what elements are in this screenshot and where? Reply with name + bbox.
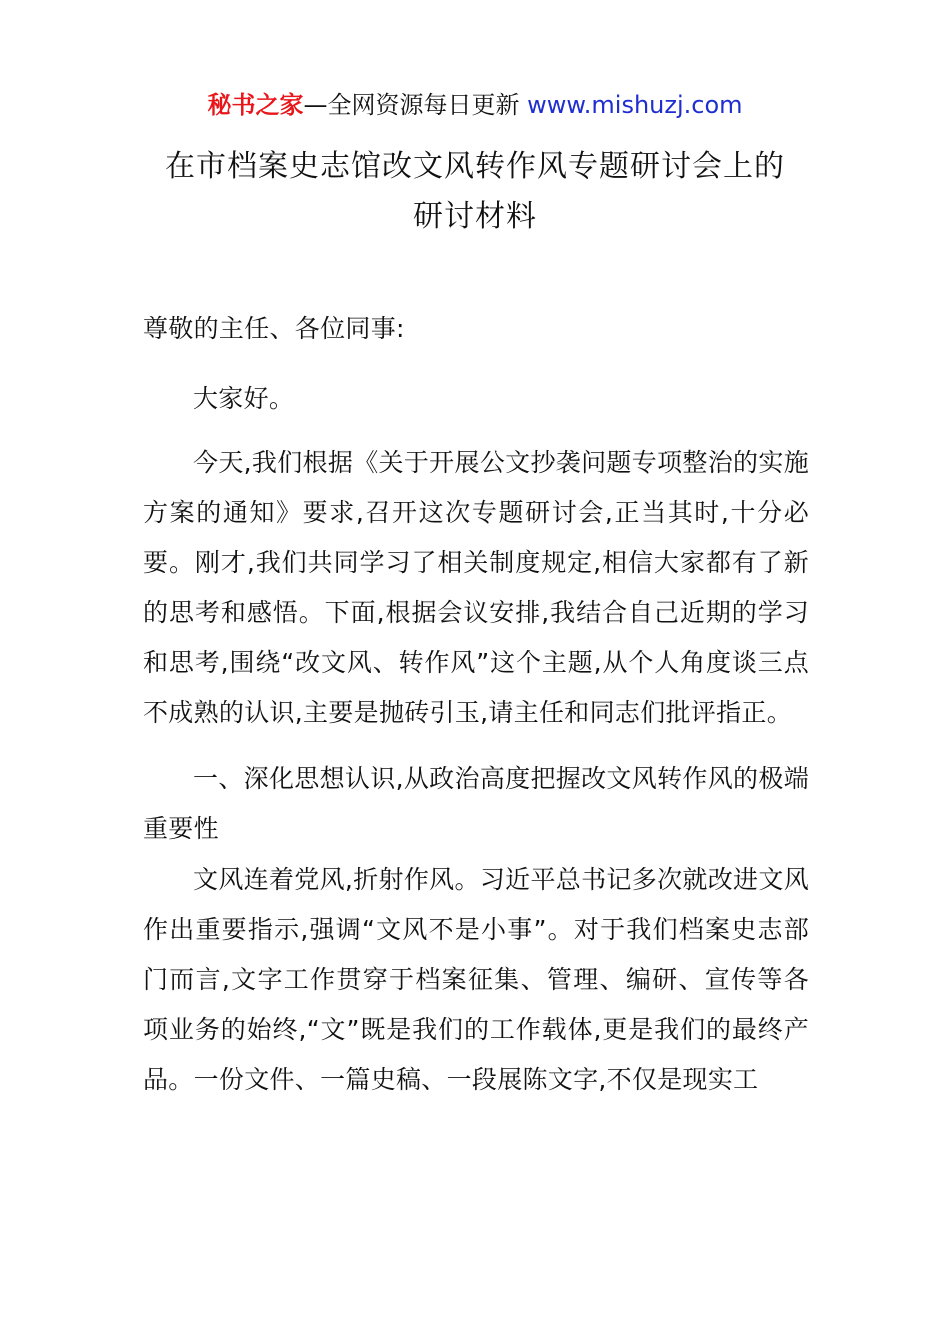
paragraph-section-1: 文风连着党风,折射作风。习近平总书记多次就改进文风作出重要指示,强调“文风不是小事”。对于我们档案史志部门而言,文字工作贯穿于档案征集、管理、编研、宣传等各项业务的始终,“文”既是我们的工作载体,更是我们的最终产品。一份文件、一篇史稿、一段展陈文字,不仅是现实工 xyxy=(143,865,809,1094)
salutation: 尊敬的主任、各位同事: xyxy=(143,314,405,343)
document-title xyxy=(0,142,950,242)
header-tagline: —全网资源每日更新 xyxy=(303,91,520,119)
section-heading-1: 一、深化思想认识,从政治高度把握改文风转作风的极端重要性 xyxy=(143,764,809,843)
brand-name: 秘书之家 xyxy=(207,91,304,119)
paragraph-intro: 今天,我们根据《关于开展公文抄袭问题专项整治的实施方案的通知》要求,召开这次专题研讨会,正当其时,十分必要。刚才,我们共同学习了相关制度规定,相信大家都有了新的思考和感悟。下面,根据会议安排,我结合自己近期的学习和思考,围绕“改文风、转作风”这个主题,从个人角度谈三点不成熟的认识,主要是抛砖引玉,请主任和同志们批评指正。 xyxy=(143,448,809,727)
title-line-2: 研讨材料 xyxy=(413,199,537,234)
greeting: 大家好。 xyxy=(193,384,295,413)
site-header xyxy=(0,88,950,122)
title-line-1: 在市档案史志馆改文风转作风专题研讨会上的 xyxy=(165,149,785,184)
site-url-link[interactable]: www.mishuzj.com xyxy=(527,91,743,119)
